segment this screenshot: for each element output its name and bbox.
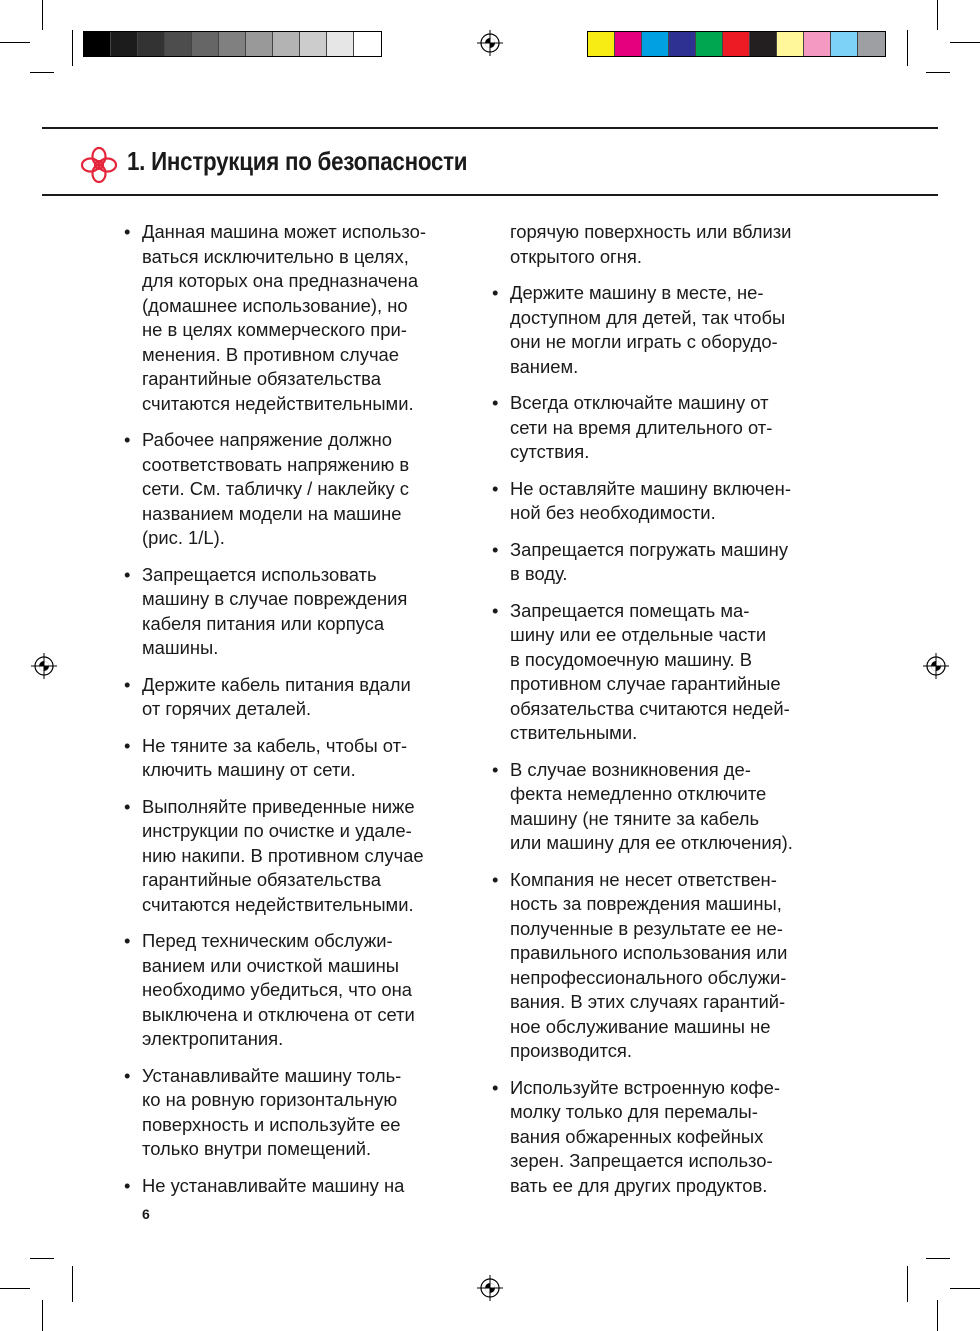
gray-swatch [219,32,246,56]
bullet-marker: • [124,429,131,450]
bullet-marker: • [124,1064,131,1086]
list-item-text: В случае возникновения де- фекта немедленно отключите машину (не тяните за кабель или машину для ее отключения). [510,758,793,853]
list-item [124,1174,469,1199]
bullet-marker: • [124,221,131,242]
bullet-marker: • [124,734,131,756]
header-top-rule [42,127,938,129]
color-swatch [831,32,858,56]
gray-swatch [327,32,354,56]
gray-swatch [354,32,381,56]
color-swatch [588,32,615,56]
bullet-marker: • [124,673,131,695]
bullet-marker: • [124,563,131,585]
list-item [124,795,469,918]
bullet-marker: • [124,795,131,817]
list-item-text: Не оставляйте машину включен- ной без необходимости. [510,477,791,523]
list-item [124,220,469,416]
registration-mark-icon [477,1275,503,1301]
bullet-marker: • [492,282,499,303]
list-item-text: Используйте встроенную кофе- молку только для перемалы- вания обжаренных кофейных зерен. Запрещается использо- вать ее для других продуктов. [510,1076,780,1196]
bullet-marker: • [124,930,131,951]
color-swatch [858,32,885,56]
page-number: 6 [142,1206,150,1222]
registration-mark-icon [31,653,57,679]
list-item-text: Компания не несет ответствен- ность за повреждения машины, полученные в результате ее не- правильного использования или непрофессионального обслужи- вания. В этих случаях гарантий- ное обслуживание машины не производится. [510,868,788,1061]
color-swatch [615,32,642,56]
color-swatch [669,32,696,56]
color-swatch [750,32,777,56]
registration-mark-icon [477,30,503,56]
list-item [124,1064,469,1162]
list-item [124,563,469,661]
list-item-text: Запрещается использовать машину в случае повреждения кабеля питания или корпуса машины. [142,563,408,658]
bullet-marker: • [124,1174,131,1196]
color-swatch [777,32,804,56]
grayscale-color-bar [83,31,382,57]
list-item [492,538,837,587]
gray-swatch [192,32,219,56]
safety-flower-icon [80,146,118,184]
list-item-text: Не тяните за кабель, чтобы от- ключить машину от сети. [142,734,408,780]
bullet-marker: • [492,599,499,621]
list-item [492,477,837,526]
gray-swatch [300,32,327,56]
left-column [124,220,469,1210]
bullet-marker: • [492,1076,499,1098]
list-item-text: Всегда отключайте машину от сети на время длительного от- сутствия. [510,392,773,462]
gray-swatch [111,32,138,56]
gray-swatch [165,32,192,56]
list-item-text: Рабочее напряжение должно соответствовать напряжению в сети. См. табличку / наклейку с названием модели на машине (рис. 1/L). [142,429,410,548]
list-item-text: Держите кабель питания вдали от горячих деталей. [142,673,411,719]
color-swatch [642,32,669,56]
right-column [492,220,837,1210]
process-color-bar [587,31,886,57]
list-item-text: Запрещается помещать ма- шину или ее отдельные части в посудомоечную машину. В противном случае гарантийные обязательства считаются недей- ствительными. [510,599,790,743]
bullet-marker: • [492,392,499,413]
color-swatch [723,32,750,56]
bullet-marker: • [492,758,499,780]
list-item [124,673,469,722]
header-bottom-rule [42,194,938,196]
list-item [124,734,469,783]
list-item-text: горячую поверхность или вблизи открытого огня. [510,221,792,267]
list-item [492,758,837,856]
list-item-text: Выполняйте приведенные ниже инструкции по очистке и удале- нию накипи. В противном случае гарантийные обязательства считаются недействительными. [142,795,424,915]
list-item-text: Запрещается погружать машину в воду. [510,538,789,584]
list-item-continuation [492,220,837,269]
bullet-marker: • [492,477,499,499]
list-item-text: Перед техническим обслужи- ванием или очисткой машины необходимо убедиться, что она выключена и отключена от сети электропитания. [142,930,415,1049]
bullet-marker: • [492,868,499,890]
list-item [124,428,469,551]
list-item [492,599,837,746]
list-item-text: Не устанавливайте машину на [142,1174,405,1196]
color-swatch [696,32,723,56]
bullet-marker: • [492,538,499,560]
list-item [492,281,837,379]
list-item-text: Держите машину в месте, не- доступном для детей, так чтобы они не могли играть с оборудо- ванием. [510,282,786,377]
gray-swatch [138,32,165,56]
color-swatch [804,32,831,56]
list-item [124,929,469,1052]
registration-mark-icon [923,653,949,679]
list-item [492,868,837,1064]
list-item [492,391,837,465]
list-item-text: Устанавливайте машину толь- ко на ровную горизонтальную поверхность и используйте ее только внутри помещений. [142,1064,402,1159]
list-item-text: Данная машина может использо- ваться исключительно в целях, для которых она предназначена (домашнее использование), но не в целях коммерческого при- менения. В противном случае гарантийные обязательства считаются недействительными. [142,221,426,414]
gray-swatch [84,32,111,56]
page-title: 1. Инструкция по безопасности [127,146,468,176]
gray-swatch [246,32,273,56]
list-item [492,1076,837,1199]
gray-swatch [273,32,300,56]
